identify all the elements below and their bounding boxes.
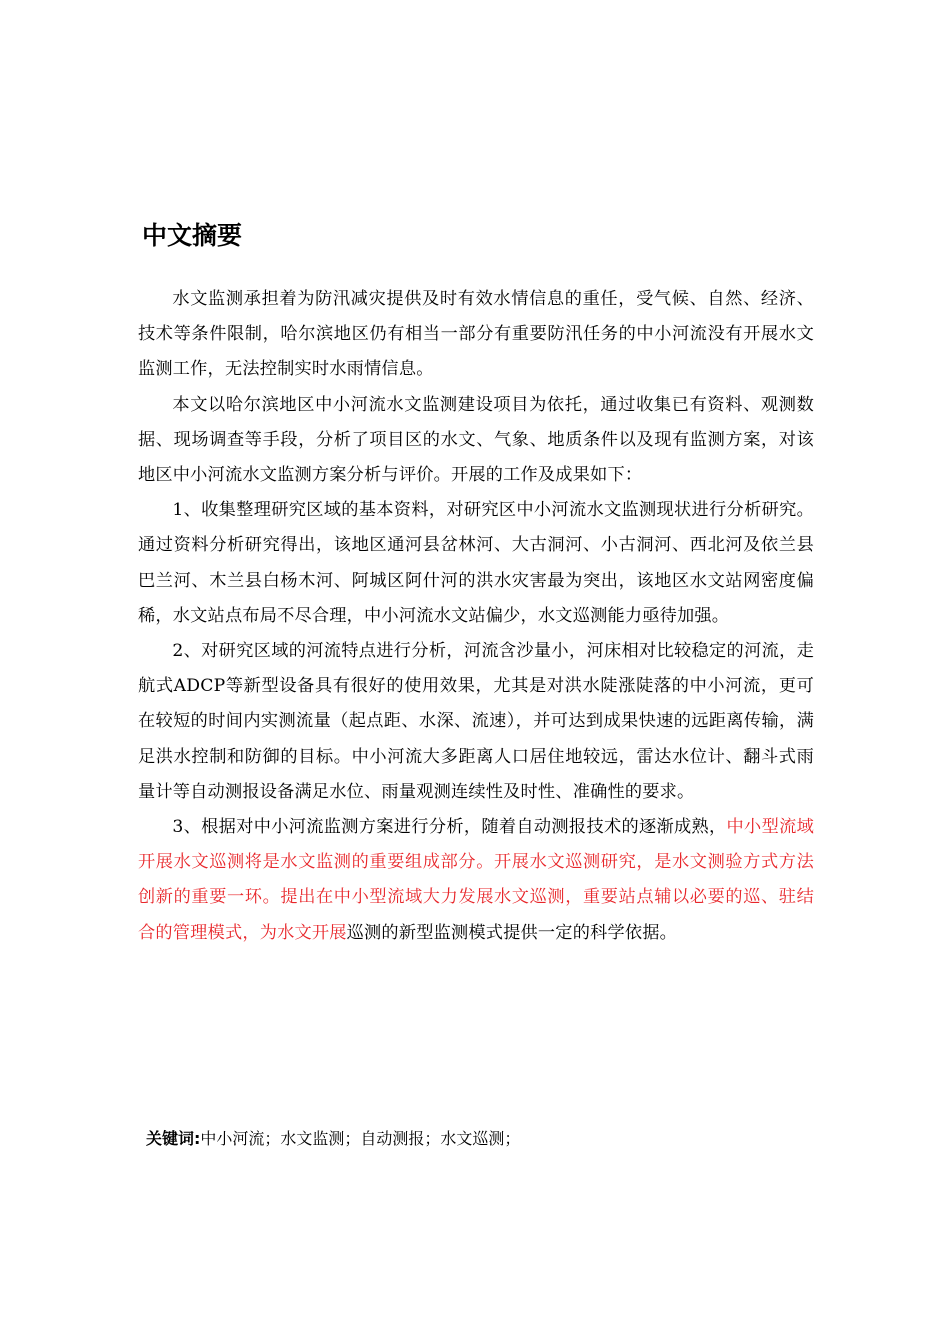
paragraph-5-end: 巡测的新型监测模式提供一定的科学依据。 <box>346 922 678 943</box>
keywords-line <box>146 1124 520 1154</box>
abstract-body <box>138 282 814 951</box>
keywords-label: 关键词: <box>146 1129 201 1148</box>
paragraph-4: 2、对研究区域的河流特点进行分析，河流含沙量小，河床相对比较稳定的河流，走航式ADCP等新型设备具有很好的使用效果，尤其是对洪水陡涨陡落的中小河流，更可在较短的时间内实测流量（起点距、水深、流速），并可达到成果快速的远距离传输，满足洪水控制和防御的目标。中小河流大多距离人口居住地较远，雷达水位计、翻斗式雨量计等自动测报设备满足水位、雨量观测连续性及时性、准确性的要求。 <box>138 641 814 802</box>
paragraph-5 <box>138 810 814 951</box>
paragraph-1: 水文监测承担着为防汛减灾提供及时有效水情信息的重任，受气候、自然、经济、技术等条件限制，哈尔滨地区仍有相当一部分有重要防汛任务的中小河流没有开展水文监测工作，无法控制实时水雨情信息。 <box>138 289 814 380</box>
page-title: 中文摘要 <box>142 221 243 250</box>
paragraph-5-highlight: 中小型流域开展水文巡测将是水文监测的重要组成部分。开展水文巡测研究，是水文测验方式方法创新的重要一环。提出在中小型流域大力发展水文巡测，重要站点辅以必要的巡、驻结合的管理模式，为水文开展 <box>138 817 814 943</box>
paragraph-2: 本文以哈尔滨地区中小河流水文监测建设项目为依托，通过收集已有资料、观测数据、现场调查等手段，分析了项目区的水文、气象、地质条件以及现有监测方案，对该地区中小河流水文监测方案分析与评价。开展的工作及成果如下： <box>138 394 814 486</box>
paragraph-5-intro: 3、根据对中小河流监测方案进行分析，随着自动测报技术的逐渐成熟， <box>172 817 727 838</box>
paragraph-3: 1、收集整理研究区域的基本资料，对研究区中小河流水文监测现状进行分析研究。通过资料分析研究得出，该地区通河县岔林河、大古洞河、小古洞河、西北河及依兰县巴兰河、木兰县白杨木河、阿城区阿什河的洪水灾害最为突出，该地区水文站网密度偏稀，水文站点布局不尽合理，中小河流水文站偏少，水文巡测能力亟待加强。 <box>138 500 814 626</box>
keywords-list: 中小河流；水文监测；自动测报；水文巡测； <box>200 1129 521 1148</box>
